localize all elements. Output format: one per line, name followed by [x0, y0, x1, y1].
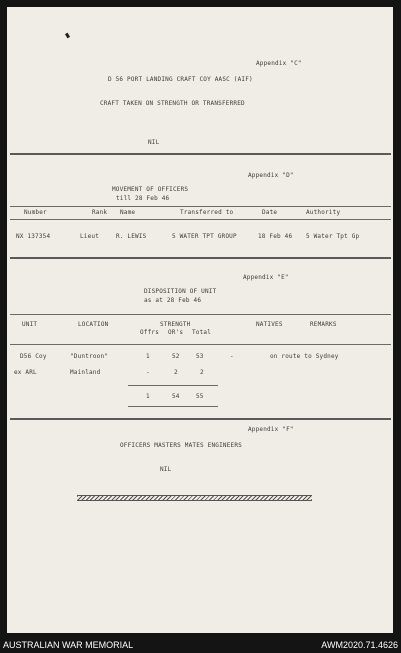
- col-header-natives: NATIVES: [256, 321, 283, 328]
- col-header-authority: Authority: [306, 209, 341, 216]
- table-cell: on route to Sydney: [270, 353, 339, 360]
- table-cell: 18 Feb 46: [258, 233, 293, 240]
- totals-rule: [128, 406, 218, 407]
- col-header-rank: Rank: [92, 209, 108, 216]
- total-cell: 1: [146, 393, 150, 400]
- footer-institution: AUSTRALIAN WAR MEMORIAL: [3, 640, 134, 650]
- table-rule: [10, 206, 391, 207]
- divider: [10, 257, 391, 259]
- table-rule: [10, 344, 391, 345]
- end-of-document-rule: [77, 495, 312, 501]
- table-cell: 1: [146, 353, 150, 360]
- divider: [10, 418, 391, 420]
- col-subheader-total: Total: [192, 329, 212, 336]
- col-header-unit: UNIT: [22, 321, 38, 328]
- table-rule: [10, 314, 391, 315]
- appendix-e-subheading: as at 28 Feb 46: [144, 297, 202, 304]
- appendix-d-subheading: till 28 Feb 46: [116, 195, 170, 202]
- table-cell: 5 WATER TPT GROUP: [172, 233, 237, 240]
- table-cell: 53: [196, 353, 204, 360]
- table-cell: "Duntroon": [70, 353, 109, 360]
- appendix-f-body: NIL: [160, 466, 172, 473]
- table-rule: [10, 219, 391, 220]
- appendix-e-label: Appendix "E": [243, 274, 289, 281]
- total-cell: 54: [172, 393, 180, 400]
- table-cell: D56 Coy: [20, 353, 47, 360]
- col-header-number: Number: [24, 209, 47, 216]
- appendix-c-label: Appendix "C": [256, 60, 302, 67]
- col-header-strength: STRENGTH: [160, 321, 191, 328]
- table-cell: -: [146, 369, 150, 376]
- col-subheader-ors: OR's: [168, 329, 184, 336]
- appendix-f-label: Appendix "F": [248, 426, 294, 433]
- table-cell: Mainland: [70, 369, 101, 376]
- table-cell: 52: [172, 353, 180, 360]
- appendix-f-heading: OFFICERS MASTERS MATES ENGINEERS: [120, 442, 242, 449]
- total-cell: 55: [196, 393, 204, 400]
- col-header-location: LOCATION: [78, 321, 109, 328]
- divider: [10, 153, 391, 155]
- table-cell: 2: [200, 369, 204, 376]
- col-header-transferred-to: Transferred to: [180, 209, 234, 216]
- col-header-remarks: REMARKS: [310, 321, 337, 328]
- col-header-date: Date: [262, 209, 278, 216]
- appendix-e-heading: DISPOSITION OF UNIT: [144, 288, 217, 295]
- table-cell: Lieut: [80, 233, 100, 240]
- table-cell: NX 137354: [16, 233, 51, 240]
- appendix-c-body: NIL: [148, 139, 160, 146]
- table-cell: 5 Water Tpt Gp: [306, 233, 360, 240]
- footer-catalogue-id: AWM2020.71.4626: [321, 640, 398, 650]
- totals-rule: [128, 385, 218, 386]
- col-subheader-offrs: Offrs: [140, 329, 160, 336]
- table-cell: 2: [174, 369, 178, 376]
- table-cell: -: [230, 353, 234, 360]
- appendix-d-label: Appendix "D": [248, 172, 294, 179]
- appendix-d-heading: MOVEMENT OF OFFICERS: [112, 186, 189, 193]
- table-cell: ex ARL: [14, 369, 37, 376]
- appendix-c-heading: CRAFT TAKEN ON STRENGTH OR TRANSFERRED: [100, 100, 245, 107]
- document-title: D 56 PORT LANDING CRAFT COY AASC (AIF): [108, 76, 253, 83]
- col-header-name: Name: [120, 209, 136, 216]
- table-cell: R. LEWIS: [116, 233, 147, 240]
